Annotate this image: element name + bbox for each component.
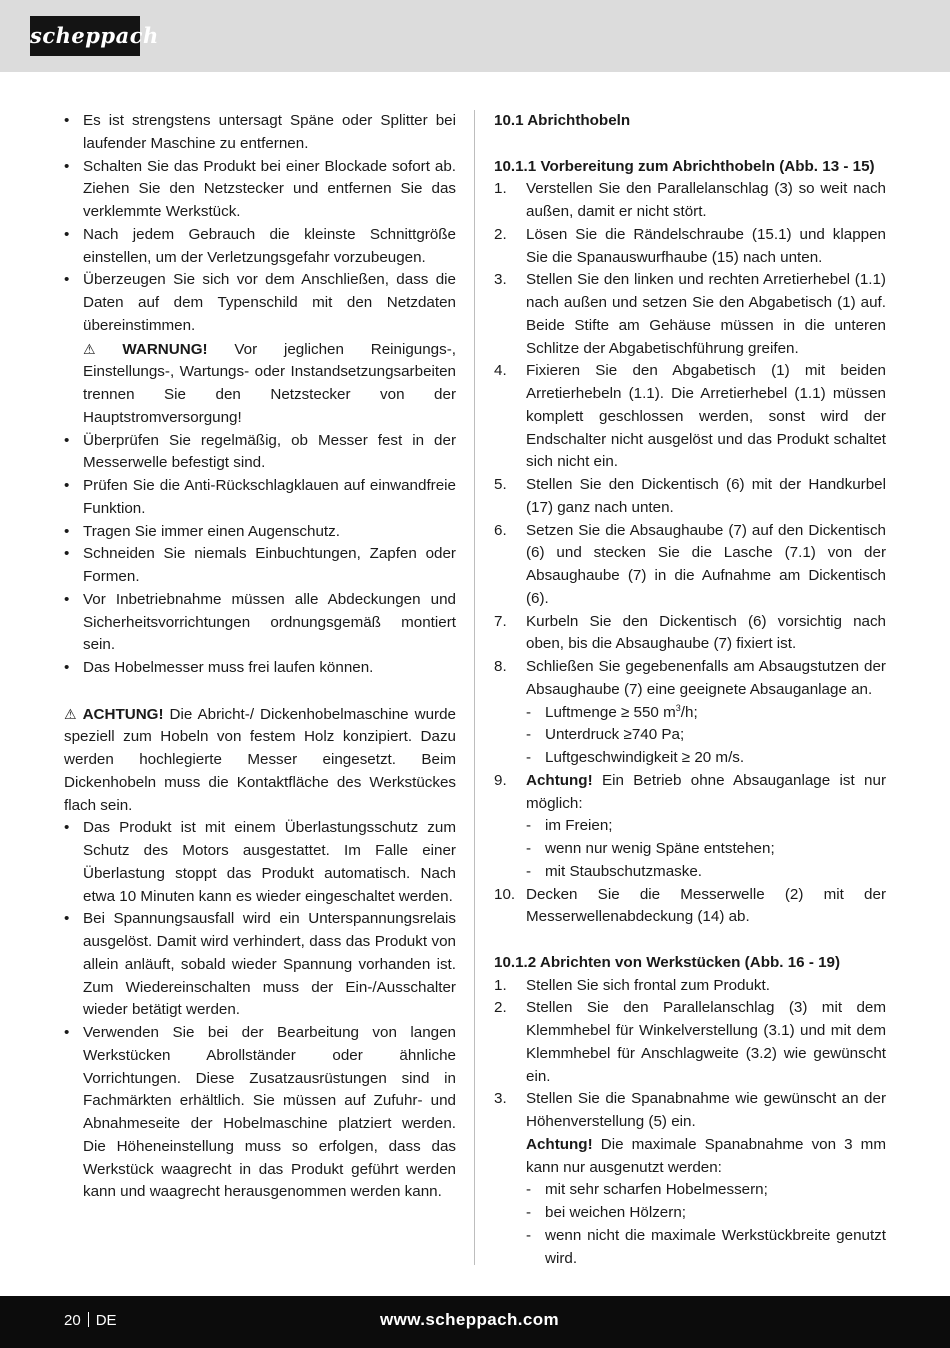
step-item: 5. Stellen Sie den Dickentisch (6) mit der Handkurbel (17) ganz nach unten. (494, 476, 886, 516)
step-item: 8. Schließen Sie gegebenenfalls am Absaugstutzen der Absaughaube (7) eine geeignete Absauganlage an. (494, 658, 886, 698)
spec-item: - Luftgeschwindigkeit ≥ 20 m/s. (526, 749, 745, 766)
warning-triangle-icon: ⚠ (83, 340, 96, 357)
list-item: • Schalten Sie das Produkt bei einer Blockade sofort ab. Ziehen Sie den Netzstecker und entfernen Sie das verklemmte Werkstück. (64, 157, 456, 220)
spec-item: - im Freien; (526, 817, 613, 835)
spec-item: - mit Staubschutzmaske. (526, 862, 702, 880)
step-item: 3. Stellen Sie die Spanabnahme wie gewünscht an der Höhenverstellung (5) ein. (494, 1090, 886, 1130)
spec-item: - wenn nicht die maximale Werkstückbreite genutzt wird. (526, 1226, 886, 1267)
list-item: • Es ist strengstens untersagt Späne oder Splitter bei laufender Maschine zu entfernen. (64, 112, 456, 152)
step-item: 1. Verstellen Sie den Parallelanschlag (3) so weit nach außen, damit er nicht stört. (494, 180, 886, 220)
step-item: 9. Achtung! Ein Betrieb ohne Absauganlage ist nur möglich: (494, 771, 886, 812)
step-item: 6. Setzen Sie die Absaughaube (7) auf den Dickentisch (6) und stecken Sie die Lasche (7.1) von der Absaughaube (7) in die Aufnahme am Dickentisch (6). (494, 521, 886, 607)
step-item: 10. Decken Sie die Messerwelle (2) mit der Messerwellenabdeckung (14) ab. (494, 885, 886, 926)
list-item: • Schneiden Sie niemals Einbuchtungen, Zapfen oder Formen. (64, 545, 456, 585)
spec-item: - bei weichen Hölzern; (526, 1204, 686, 1221)
left-column (64, 110, 456, 1204)
caution-paragraph: ⚠ ACHTUNG! Die Abricht-/ Dickenhobelmaschine wurde speziell zum Hobeln von festem Holz konzipiert. Dazu werden hochlegierte Messer eingesetzt. Beim Dickenhobeln muss die Kontaktfläche des Werkstückes flach sein. (64, 703, 456, 818)
step-item: 2. Lösen Sie die Rändelschraube (15.1) und klappen Sie die Spanauswurfhaube (15) nach unten. (494, 225, 886, 266)
step-item: 4. Fixieren Sie den Abgabetisch (1) mit beiden Arretierhebeln (1.1). Die Arretierhebel (1.1) müssen komplett geschlossen werden, sonst wird der Endschalter nicht ausgelöst und das Produkt schaltet sich nicht ein. (494, 362, 886, 471)
list-item: • Verwenden Sie bei der Bearbeitung von langen Werkstücken Abrollständer oder ähnliche Vorrichtungen. Diese Zusatzausrüstungen sind in Fachmärkten erhältlich. Sie müssen auf Zufuhr- und Abnahmeseite der Hobelmaschine platziert werden. Die Höheneinstellung muss so erfolgen, dass das Werkstück waagrecht in das Produkt geführt werden kann und waagrecht herausgenommen werden kann. (64, 1024, 456, 1201)
list-item: • Das Hobelmesser muss frei laufen können. (64, 659, 374, 676)
page-number: 20 DE (64, 1312, 117, 1329)
right-column (494, 110, 886, 1270)
list-item: • Prüfen Sie die Anti-Rückschlagklauen auf einwandfreie Funktion. (64, 477, 456, 517)
list-item: • Überzeugen Sie sich vor dem Anschließen, dass die Daten auf dem Typenschild mit den Netzdaten übereinstimmen. (64, 271, 456, 334)
section-title: 10.1 Abrichthobeln (494, 112, 631, 129)
list-item: • Tragen Sie immer einen Augenschutz. (64, 522, 340, 540)
column-divider (474, 110, 475, 1265)
spec-item: - Luftmenge ≥ 550 $m^3/h$; (526, 702, 698, 721)
step-item: 7. Kurbeln Sie den Dickentisch (6) vorsichtig nach oben, bis die Absaughaube (7) fixiert ist. (494, 612, 886, 653)
step-item: 3. Stellen Sie den linken und rechten Arretierhebel (1.1) nach außen und setzen Sie den Abgabetisch (1) auf. Beide Stifte am Gehäuse müssen in die unteren Schlitze der Abgabetischführung greifen. (494, 271, 886, 357)
page-header (0, 0, 950, 72)
spec-item: - wenn nur wenig Späne entstehen; (526, 840, 775, 857)
website-url: www.scheppach.com (380, 1310, 560, 1329)
list-item: • Überprüfen Sie regelmäßig, ob Messer fest in der Messerwelle befestigt sind. (64, 431, 456, 472)
subsection-title: 10.1.1 Vorbereitung zum Abrichthobeln (Abb. 13 - 15) (494, 157, 875, 175)
note-paragraph: Achtung! Die maximale Spanabnahme von 3 mm kann nur ausgenutzt werden: (526, 1135, 886, 1176)
list-item: • Bei Spannungsausfall wird ein Unterspannungsrelais ausgelöst. Damit wird verhindert, dass das Produkt von allein anläuft, sobald wieder Spannung vorhanden ist. Zum Wiedereinschalten muss der Ein-/Ausschalter wieder betätigt werden. (64, 910, 456, 1019)
page-footer (0, 1296, 950, 1348)
spec-item: - mit sehr scharfen Hobelmessern; (526, 1181, 768, 1199)
spec-item: - Unterdruck ≥740 Pa; (526, 726, 685, 744)
scheppach-logo: scheppach (30, 16, 140, 56)
step-item: 2. Stellen Sie den Parallelanschlag (3) mit dem Klemmhebel für Winkelverstellung (3.1) und mit dem Klemmhebel für Anschlagweite (3.2) wie gewünscht ein. (494, 999, 886, 1085)
list-item: • Nach jedem Gebrauch die kleinste Schnittgröße einstellen, um der Verletzungsgefahr vorzubeugen. (64, 225, 456, 266)
subsection-title: 10.1.2 Abrichten von Werkstücken (Abb. 16 - 19) (494, 953, 841, 971)
list-item: • Vor Inbetriebnahme müssen alle Abdeckungen und Sicherheitsvorrichtungen ordnungsgemäß montiert sein. (64, 590, 456, 654)
step-item: 1. Stellen Sie sich frontal zum Produkt. (494, 976, 770, 994)
list-item: • Das Produkt ist mit einem Überlastungsschutz zum Schutz des Motors ausgestattet. Im Falle einer Überlastung stoppt das Produkt automatisch. Nach etwa 10 Minuten kann es wieder eingeschaltet werden. (64, 819, 456, 905)
warning-note: ⚠ WARNUNG! Vor jeglichen Reinigungs-, Einstellungs-, Wartungs- oder Instandsetzungsarbeiten trennen Sie den Netzstecker von der Hauptstromversorgung! (64, 338, 456, 430)
warning-triangle-icon: ⚠ (64, 705, 77, 722)
